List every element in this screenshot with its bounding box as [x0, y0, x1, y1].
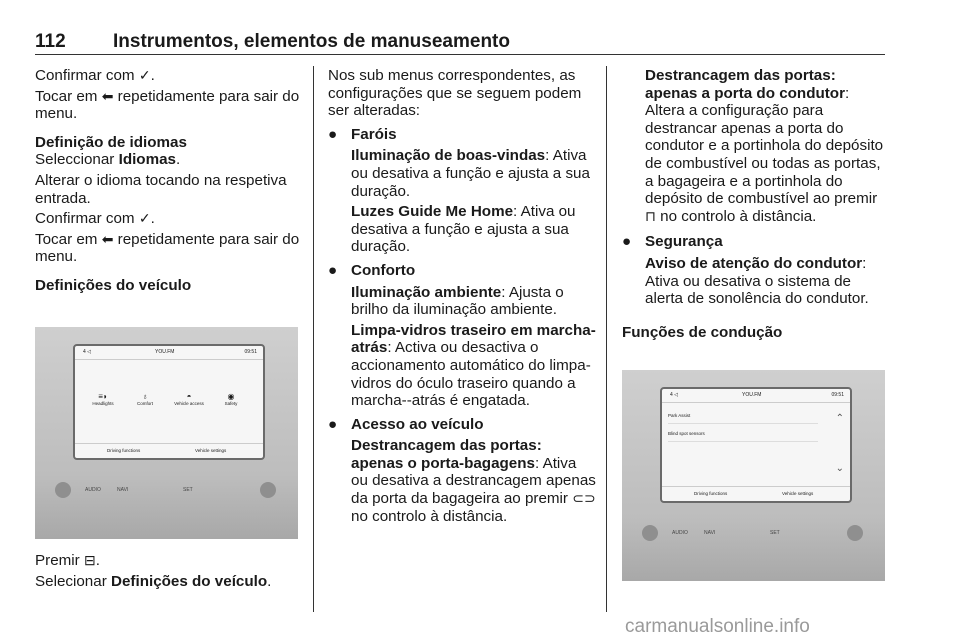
- column-divider: [313, 66, 314, 612]
- column-1-bottom: [35, 552, 300, 593]
- safety-icon: ◉: [227, 392, 235, 401]
- list-item: ● Conforto: [328, 261, 416, 279]
- section-heading: Definições do veículo: [35, 276, 192, 294]
- paragraph: Tocar em ⬅ repetidamente para sair do menu.: [35, 87, 300, 123]
- section-heading: Funções de condução: [622, 323, 783, 341]
- control-buttons: AUDIO NAVI SET: [642, 520, 867, 550]
- paragraph: Destrancagem das portas: apenas o porta-bagagens: Ativa ou desativa a destrancagem apenas da porta da bagageira ao premir ⊂⊃ no controlo à distância.: [351, 437, 596, 525]
- paragraph: Iluminação ambiente: Ajusta o brilho da iluminação ambiente.: [351, 283, 564, 319]
- home-icon: ⊟: [83, 552, 96, 568]
- headlight-icon: ≡◗: [98, 392, 108, 401]
- paragraph: Selecionar Definições do veículo.: [35, 572, 272, 590]
- hazard-icon: [55, 482, 71, 498]
- paragraph: Confirmar com ✓.: [35, 210, 155, 228]
- paragraph: Luzes Guide Me Home: Ativa ou desativa a função e ajusta a sua duração.: [351, 203, 576, 256]
- back-arrow-icon: ⬅: [101, 87, 114, 104]
- list-item: ● Acesso ao veículo: [328, 415, 484, 433]
- comfort-icon: ♁: [142, 392, 148, 401]
- list-item: ● Segurança: [622, 233, 723, 251]
- column-divider: [606, 66, 607, 612]
- paragraph: Tocar em ⬅ repetidamente para sair do menu.: [35, 230, 300, 266]
- knob-icon: [260, 482, 276, 498]
- chevron-up-icon[interactable]: ⌃: [835, 413, 844, 424]
- display-screen: 4 ◁ YOU.FM 09:51 Park Assist Blind spot sensors ⌃ ⌄ Driving functions Vehicle settings: [660, 387, 852, 503]
- list-item: ● Faróis: [328, 125, 397, 143]
- column-3: [622, 67, 890, 341]
- paragraph: Premir ⊟.: [35, 552, 100, 569]
- column-2: [328, 67, 596, 528]
- paragraph: Iluminação de boas-vindas: Ativa ou desativa a função e ajusta a sua duração.: [351, 147, 590, 200]
- section-heading: Definição de idiomas: [35, 133, 187, 151]
- key-fob-icon: ⊂⊃: [572, 490, 596, 507]
- vehicle-access-icon: ◓: [186, 392, 192, 401]
- paragraph: Seleccionar Idiomas.: [35, 151, 181, 169]
- display-screen: 4 ◁ YOU.FM 09:51 ≡◗ Headlights ♁ Comfort ◓ Vehicle access ◉ Safety Driving functions Vehicle settings: [73, 344, 265, 460]
- paragraph: Nos sub menus correspondentes, as configurações que se seguem podem ser alteradas:: [328, 67, 582, 120]
- checkmark-icon: ✓: [138, 67, 151, 83]
- page-number: 112: [35, 31, 66, 52]
- control-buttons: AUDIO NAVI SET: [55, 477, 280, 507]
- paragraph: Limpa-vidros traseiro em marcha-atrás: Activa ou desactiva o accionamento automático do limpa-vidros do óculo traseiro quando a marcha--atrás é engatada.: [351, 321, 596, 410]
- lock-icon: ⊓: [645, 207, 656, 224]
- chevron-down-icon[interactable]: ⌄: [835, 463, 844, 474]
- column-1: [35, 67, 300, 295]
- watermark: carmanualsonline.info: [625, 616, 810, 637]
- hazard-icon: [642, 525, 658, 541]
- paragraph: Alterar o idioma tocando na respetiva entrada.: [35, 171, 287, 207]
- paragraph: Confirmar com ✓.: [35, 67, 155, 84]
- paragraph: Destrancagem das portas: apenas a porta do condutor: Altera a configuração para destrancar apenas a porta do condutor e a portinhola do depósito de combustível ou todas as portas, a bagageira e a portinhola do depósito de combustível ao premir ⊓ no controlo à distância.: [645, 67, 884, 225]
- checkmark-icon: ✓: [138, 210, 151, 227]
- infotainment-photo: [622, 370, 885, 581]
- page-header: [35, 31, 510, 53]
- infotainment-photo: [35, 327, 298, 539]
- page-title: Instrumentos, elementos de manuseamento: [113, 31, 510, 52]
- header-rule: [35, 54, 885, 55]
- knob-icon: [847, 525, 863, 541]
- back-arrow-icon: ⬅: [101, 230, 114, 247]
- paragraph: Aviso de atenção do condutor: Ativa ou desativa o sistema de alerta de sonolência do condutor.: [645, 254, 869, 308]
